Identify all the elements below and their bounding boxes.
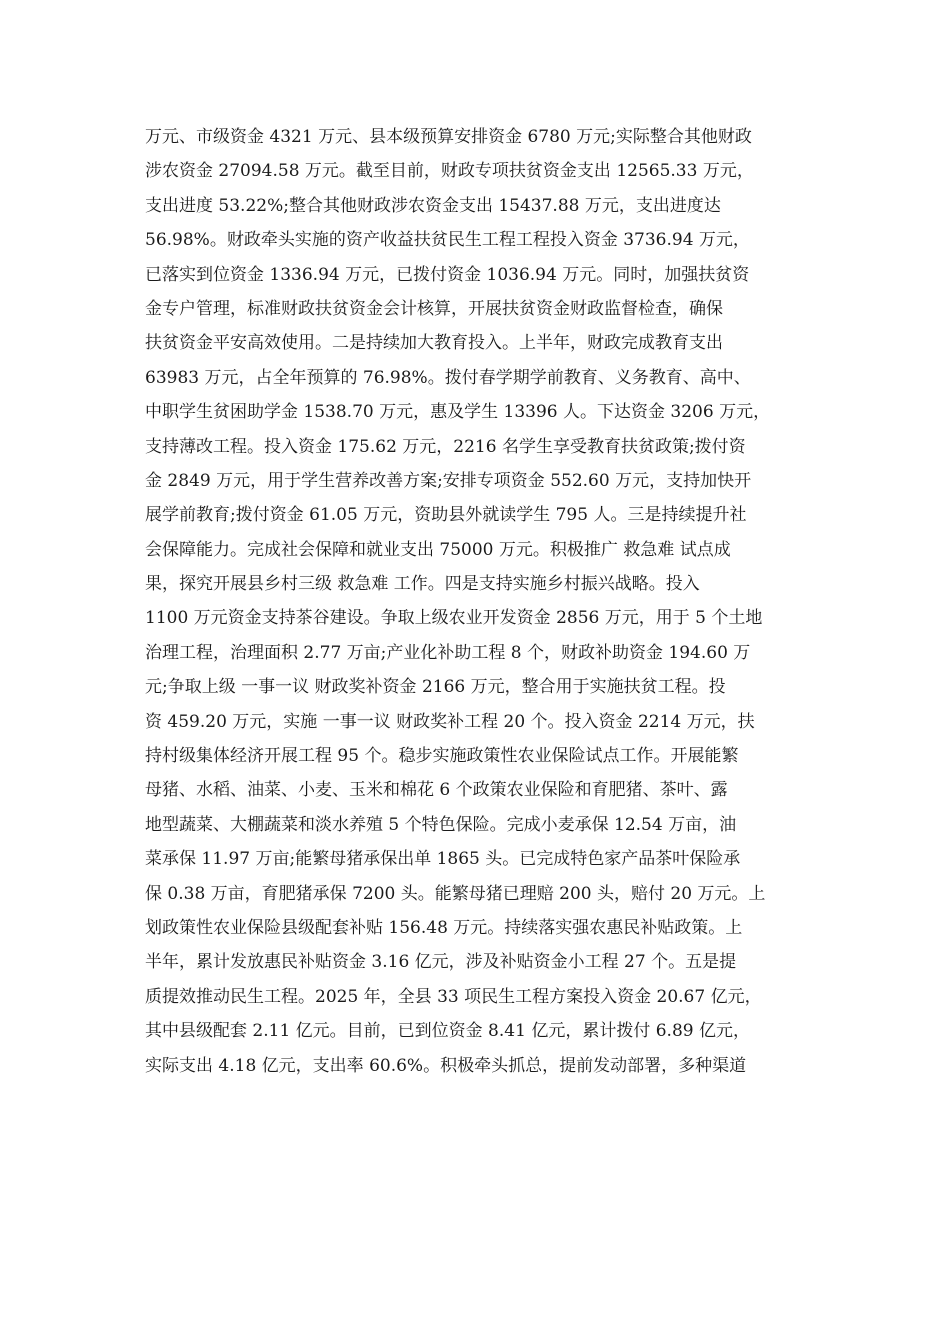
text-line: 中职学生贫困助学金 1538.70 万元，惠及学生 13396 人。下达资金 3206 万元， xyxy=(145,402,771,423)
text-line: 支持薄改工程。投入资金 175.62 万元，2216 名学生享受教育扶贫政策;拨付资 xyxy=(145,436,746,457)
text-line: 会保障能力。完成社会保障和就业支出 75000 万元。积极推广 救急难 试点成 xyxy=(145,539,731,560)
text-line: 其中县级配套 2.11 亿元。目前，已到位资金 8.41 亿元，累计拨付 6.89 亿元， xyxy=(145,1021,750,1042)
text-line: 63983 万元，占全年预算的 76.98%。拨付春学期学前教育、义务教育、高中、 xyxy=(145,367,751,388)
text-line: 支出进度 53.22%;整合其他财政涉农资金支出 15437.88 万元，支出进度达 xyxy=(145,195,721,216)
text-line: 金专户管理，标准财政扶贫资金会计核算，开展扶贫资金财政监督检查，确保 xyxy=(145,298,723,319)
text-line: 保 0.38 万亩，育肥猪承保 7200 头。能繁母猪已理赔 200 头，赔付 20 万元。上 xyxy=(145,883,766,904)
text-line: 扶贫资金平安高效使用。二是持续加大教育投入。上半年，财政完成教育支出 xyxy=(145,333,723,354)
text-line: 质提效推动民生工程。2025 年，全县 33 项民生工程方案投入资金 20.67 亿元， xyxy=(145,986,762,1007)
text-line: 万元、市级资金 4321 万元、县本级预算安排资金 6780 万元;实际整合其他财政 xyxy=(145,127,752,147)
text-line: 资 459.20 万元，实施 一事一议 财政奖补工程 20 个。投入资金 2214 万元，扶 xyxy=(145,711,755,732)
text-line: 涉农资金 27094.58 万元。截至目前，财政专项扶贫资金支出 12565.33 万元， xyxy=(145,161,754,182)
text-line: 母猪、水稻、油菜、小麦、玉米和棉花 6 个政策农业保险和育肥猪、茶叶、露 xyxy=(145,780,728,801)
text-line: 56.98%。财政牵头实施的资产收益扶贫民生工程工程投入资金 3736.94 万元， xyxy=(145,230,750,251)
text-line: 元;争取上级 一事一议 财政奖补资金 2166 万元，整合用于实施扶贫工程。投 xyxy=(145,677,726,698)
text-line: 划政策性农业保险县级配套补贴 156.48 万元。持续落实强农惠民补贴政策。上 xyxy=(145,917,743,938)
text-line: 展学前教育;拨付资金 61.05 万元，资助县外就读学生 795 人。三是持续提升社 xyxy=(145,505,747,526)
text-line: 菜承保 11.97 万亩;能繁母猪承保出单 1865 头。已完成特色家产品茶叶保险承 xyxy=(145,849,741,870)
text-line: 地型蔬菜、大棚蔬菜和淡水养殖 5 个特色保险。完成小麦承保 12.54 万亩，油 xyxy=(145,814,737,835)
text-line: 金 2849 万元，用于学生营养改善方案;安排专项资金 552.60 万元，支持加快开 xyxy=(145,470,752,491)
text-line: 治理工程，治理面积 2.77 万亩;产业化补助工程 8 个，财政补助资金 194.60 万 xyxy=(145,642,751,663)
text-line: 已落实到位资金 1336.94 万元，已拨付资金 1036.94 万元。同时，加强扶贫资 xyxy=(145,264,750,285)
text-line: 持村级集体经济开展工程 95 个。稳步实施政策性农业保险试点工作。开展能繁 xyxy=(145,746,739,767)
text-line: 实际支出 4.18 亿元，支出率 60.6%。积极牵头抓总，提前发动部署，多种渠道 xyxy=(145,1055,747,1076)
text-line: 果，探究开展县乡村三级 救急难 工作。四是支持实施乡村振兴战略。投入 xyxy=(145,574,700,595)
text-line: 半年，累计发放惠民补贴资金 3.16 亿元，涉及补贴资金小工程 27 个。五是提 xyxy=(145,952,737,973)
text-line: 1100 万元资金支持茶谷建设。争取上级农业开发资金 2856 万元，用于 5 个土地 xyxy=(145,608,763,629)
body-text xyxy=(145,120,805,1083)
